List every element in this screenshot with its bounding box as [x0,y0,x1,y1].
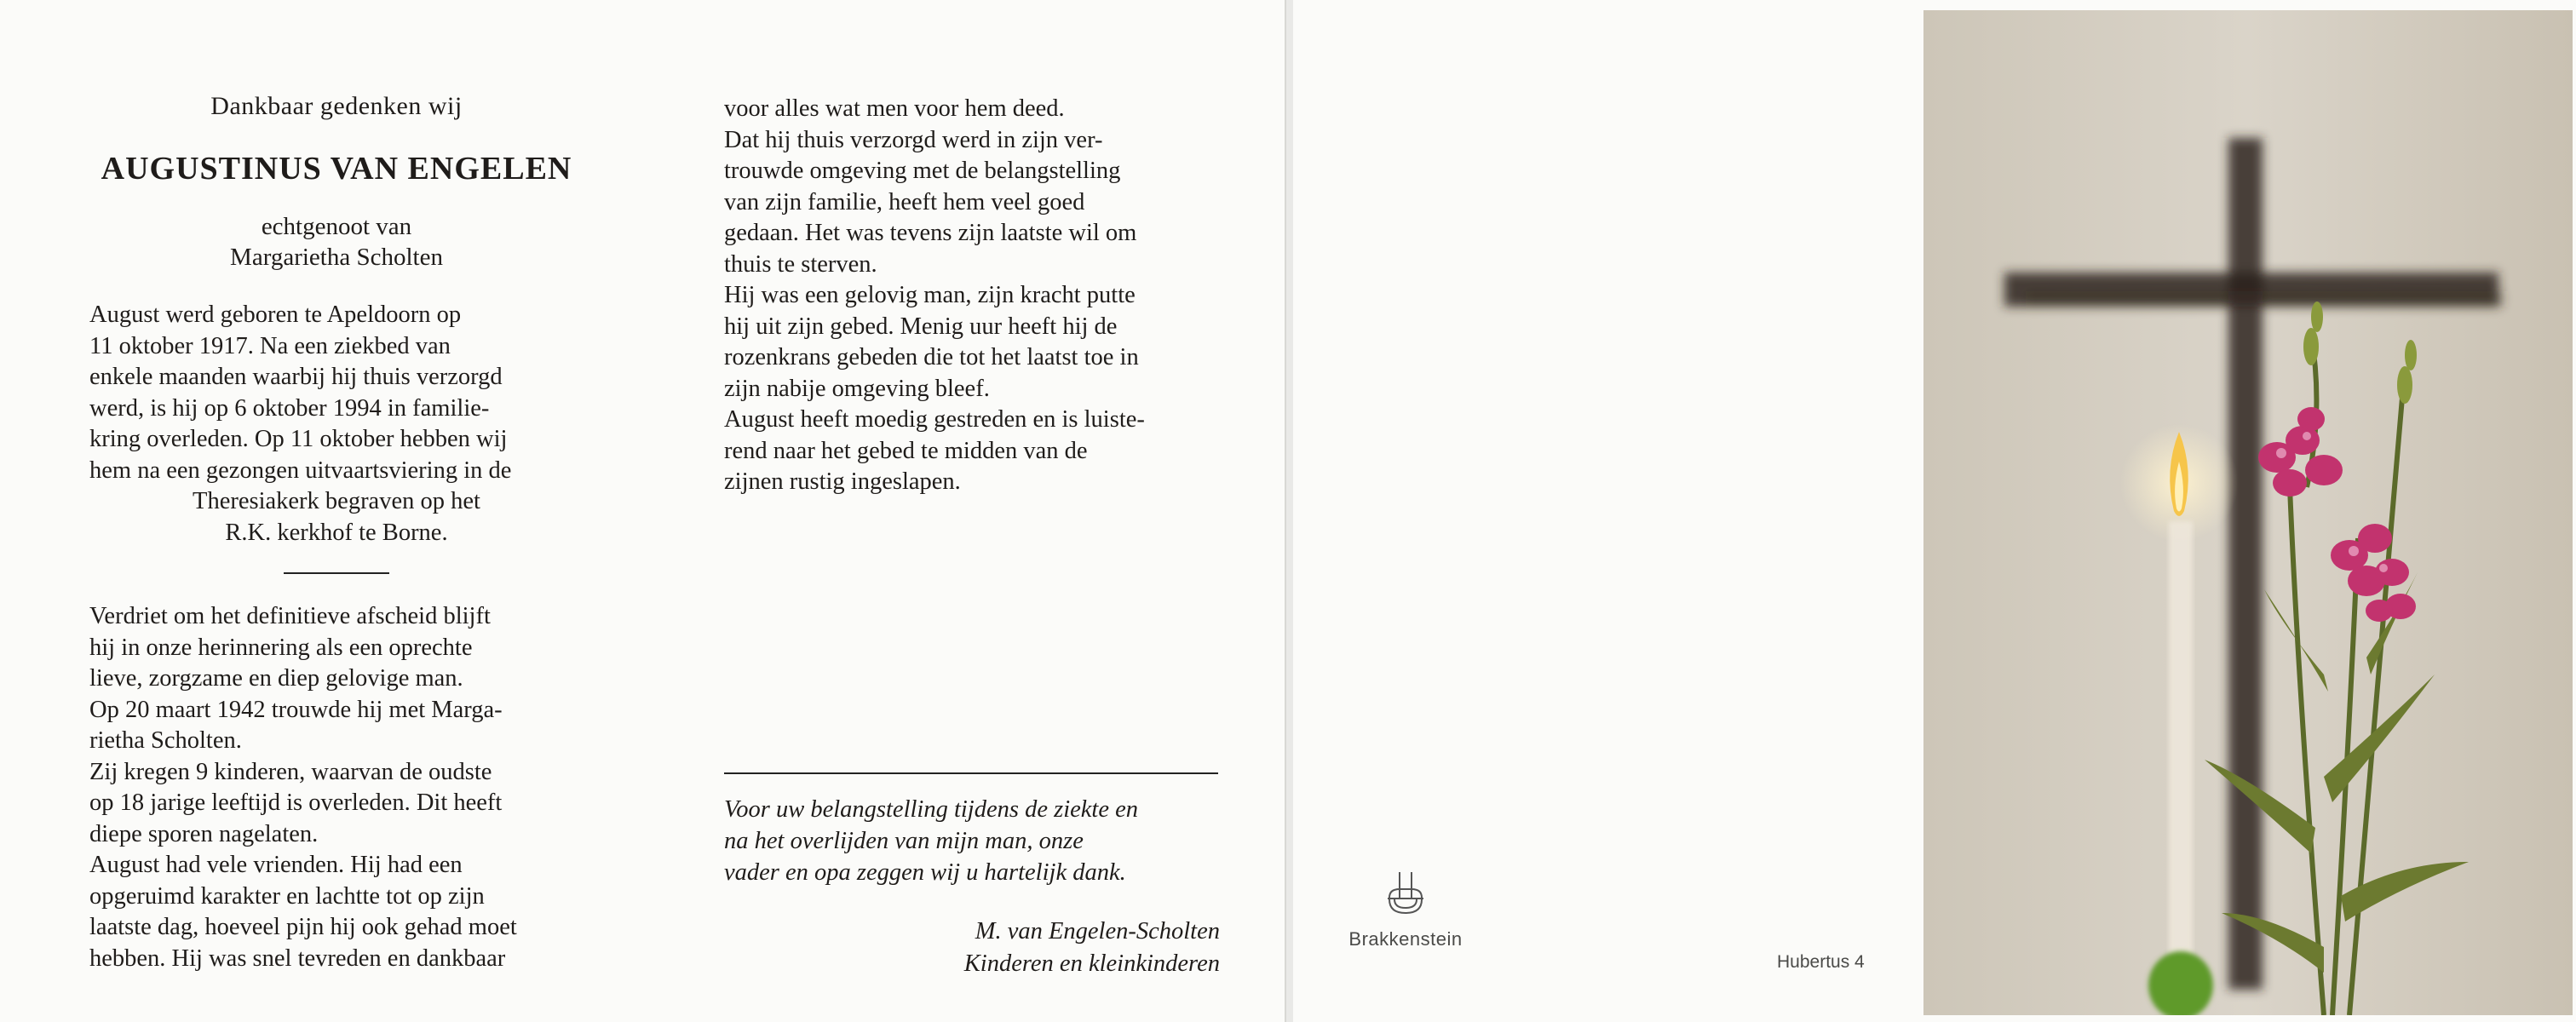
burial-line: R.K. kerkhof te Borne. [225,519,448,546]
thanks-line: vader en opa zeggen wij u hartelijk dank. [724,859,1126,886]
memory-line: August had vele vrienden. Hij had een [89,852,463,878]
left-card-spread [0,0,1286,1022]
greeting-text: Dankbaar gedenken wij [210,92,463,120]
biography-paragraph [89,300,584,486]
continued-line: trouwde omgeving met de belangstelling [724,158,1121,184]
memory-line: diepe sporen nagelaten. [89,820,319,847]
signature-block [724,916,1220,980]
bio-line: 11 oktober 1917. Na een ziekbed van [89,332,451,359]
continued-line: voor alles wat men voor hem deed. [724,95,1065,122]
continued-line: gedaan. Het was tevens zijn laatste wil om [724,220,1137,246]
signature-line-1: M. van Engelen-Scholten [975,918,1220,944]
continued-line: Dat hij thuis verzorgd werd in zijn ver- [724,126,1103,153]
continued-line: Hij was een gelovig man, zijn kracht putte [724,282,1136,308]
cross-candle-flowers-photo [1923,10,2573,1015]
memory-line: lieve, zorgzame en diep gelovige man. [89,665,463,692]
card-code: Hubertus 4 [1777,952,1865,972]
burial-lines [89,486,584,548]
memory-line: laatste dag, hoeveel pijn hij ook gehad moet [89,914,517,940]
photo-illustration [1923,10,2573,1015]
memory-line: Verdriet om het definitieve afscheid blijft [89,603,491,629]
bio-line: enkele maanden waarbij hij thuis verzorgd [89,364,503,390]
memory-line: hij in onze herinnering als een oprechte [89,634,473,661]
continued-line: rozenkrans gebeden die tot het laatst toe in [724,344,1139,370]
memory-line: Op 20 maart 1942 trouwde hij met Marga- [89,696,503,723]
spouse-line-2: Margarietha Scholten [230,244,443,271]
thanks-divider [724,772,1218,774]
spouse-line-1: echtgenoot van [261,213,412,240]
deceased-name: AUGUSTINUS VAN ENGELEN [101,151,572,187]
bio-line: August werd geboren te Apeldoorn op [89,301,462,328]
memory-line: rietha Scholten. [89,727,242,754]
thanks-line: na het overlijden van mijn man, onze [724,828,1084,854]
signature-line-2: Kinderen en kleinkinderen [963,950,1220,977]
memory-paragraph [89,601,584,974]
publisher-mark [1337,869,1474,950]
continued-line: rend naar het gebed te midden van de [724,437,1088,464]
continued-paragraph [724,94,1222,498]
publisher-name: Brakkenstein [1348,928,1463,950]
thanks-paragraph [724,794,1222,888]
continued-line: August heeft moedig gestreden en is luiste- [724,406,1145,433]
continued-line: zijnen rustig ingeslapen. [724,468,961,495]
bio-line: kring overleden. Op 11 oktober hebben wij [89,426,508,452]
memory-line: hebben. Hij was snel tevreden en dankbaar [89,944,506,972]
memory-line: op 18 jarige leeftijd is overleden. Dit heeft [89,789,503,816]
right-column [724,94,1222,498]
memory-line: Zij kregen 9 kinderen, waarvan de oudste [89,758,492,785]
right-card-spread [1293,0,2576,1022]
continued-line: van zijn familie, heeft hem veel goed [724,188,1085,215]
memory-line: opgeruimd karakter en lachtte tot op zijn [89,882,485,910]
burial-line: Theresiakerk begraven op het [193,488,480,514]
section-divider [284,572,389,574]
bio-line: hem na een gezongen uitvaartsviering in de [89,456,512,484]
left-column [89,92,584,974]
continued-line: zijn nabije omgeving bleef. [724,375,990,402]
continued-line: thuis te sterven. [724,250,877,278]
thanks-line: Voor uw belangstelling tijdens de ziekte en [724,796,1139,823]
bio-line: werd, is hij op 6 oktober 1994 in familie- [89,394,490,422]
continued-line: hij uit zijn gebed. Menig uur heeft hij de [724,313,1118,340]
spouse-info [89,211,584,273]
brakkenstein-logo-icon [1383,869,1429,920]
